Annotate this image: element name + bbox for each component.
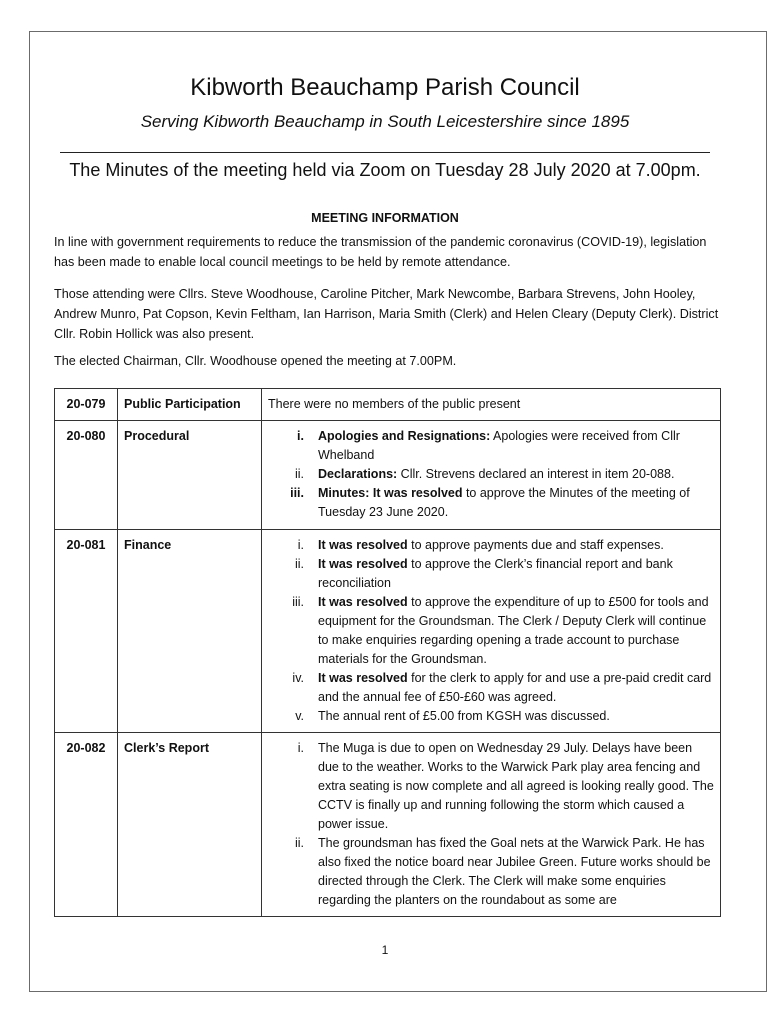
item-text: to approve the Minutes of the meeting of Tuesday 23 June 2020. [318, 486, 690, 519]
item-text: for the clerk to apply for and use a pre-paid credit card and the annual fee of £50-£60 was agreed. [318, 671, 712, 704]
item-text: to approve the expenditure of up to £500 for tools and equipment for the Groundsman. The Clerk / Deputy Clerk will continue to make enquiries regarding opening a trade account to purchase materials for the Groundsman. [318, 595, 709, 666]
meeting-info-paragraph: In line with government requirements to reduce the transmission of the pandemic coronavirus (COVID-19), legislation has been made to enable local council meetings to be held by remote attendance. [54, 235, 707, 269]
page-number: 1 [381, 943, 389, 957]
table-row [55, 733, 721, 917]
minute-number: 20-080 [55, 421, 118, 530]
meeting-info-heading: MEETING INFORMATION [311, 211, 459, 225]
page-subtitle: Serving Kibworth Beauchamp in South Leicestershire since 1895 [140, 112, 630, 131]
item-numeral: ii. [294, 467, 304, 481]
item-numeral: iv. [292, 671, 304, 685]
item-numeral: v. [295, 709, 304, 723]
list-item [268, 834, 714, 910]
item-numeral: i. [297, 429, 304, 443]
item-text: to approve the Clerk’s financial report and bank reconciliation [318, 557, 673, 590]
minute-category: Finance [118, 530, 262, 733]
item-text: Cllr. Strevens declared an interest in item 20-088. [397, 467, 675, 481]
attendance-paragraph: Those attending were Cllrs. Steve Woodhouse, Caroline Pitcher, Mark Newcombe, Barbara Strevens, John Hooley, Andrew Munro, Pat Copson, Kevin Feltham, Ian Harrison, Maria Smith (Clerk) and Helen Cleary (Deputy Clerk). District Cllr. Robin Hollick was also present. [54, 287, 719, 341]
minute-items [262, 733, 721, 917]
item-bold-text: It was resolved [318, 538, 408, 552]
item-text: to approve payments due and staff expenses. [407, 538, 664, 552]
item-bold-text: It was resolved [318, 557, 408, 571]
item-text: The Muga is due to open on Wednesday 29 July. Delays have been due to the weather. Works to the Warwick Park play area fencing and extra seating is now complete and all agreed is looking really good. The CCTV is finally up and running following the storm which caused a power issue. [318, 741, 714, 831]
list-item [268, 427, 714, 465]
minute-number: 20-081 [55, 530, 118, 733]
minute-category: Public Participation [118, 389, 262, 421]
opening-paragraph: The elected Chairman, Cllr. Woodhouse opened the meeting at 7.00PM. [54, 354, 457, 368]
list-item [268, 555, 714, 593]
minute-category: Procedural [118, 421, 262, 530]
list-item [268, 593, 714, 669]
minute-category: Clerk’s Report [118, 733, 262, 917]
list-item [268, 739, 714, 834]
item-numeral: iii. [292, 595, 304, 609]
list-item [268, 536, 714, 555]
table-row [55, 421, 721, 530]
minute-text: There were no members of the public present [262, 389, 721, 421]
minutes-table [54, 388, 721, 917]
minute-items [262, 530, 721, 733]
item-text: Apologies were received from Cllr Whelband [318, 429, 680, 462]
item-numeral: iii. [290, 486, 304, 500]
title-divider [60, 152, 710, 153]
minute-number: 20-082 [55, 733, 118, 917]
list-item [268, 669, 714, 707]
list-item [268, 484, 714, 522]
item-bold-text: Minutes: It was resolved [318, 486, 463, 500]
item-numeral: ii. [294, 557, 304, 571]
item-numeral: i. [297, 741, 304, 755]
item-numeral: i. [297, 538, 304, 552]
minute-number: 20-079 [55, 389, 118, 421]
page-title: Kibworth Beauchamp Parish Council [190, 74, 580, 101]
item-bold-text: Declarations: [318, 467, 398, 481]
item-numeral: ii. [294, 836, 304, 850]
list-item [268, 465, 714, 484]
item-bold-text: It was resolved [318, 595, 408, 609]
table-row [55, 389, 721, 421]
item-bold-text: Apologies and Resignations: [318, 429, 491, 443]
item-bold-text: It was resolved [318, 671, 408, 685]
minute-items [262, 421, 721, 530]
meeting-line: The Minutes of the meeting held via Zoom on Tuesday 28 July 2020 at 7.00pm. [69, 160, 701, 180]
item-text: The groundsman has fixed the Goal nets at the Warwick Park. He has also fixed the notice board near Jubilee Green. Future works should be directed through the Clerk. The Clerk will make some enquiries regarding the planters on the roundabout as some are [318, 836, 711, 907]
list-item [268, 707, 714, 726]
table-row [55, 530, 721, 733]
item-text: The annual rent of £5.00 from KGSH was discussed. [318, 709, 610, 723]
